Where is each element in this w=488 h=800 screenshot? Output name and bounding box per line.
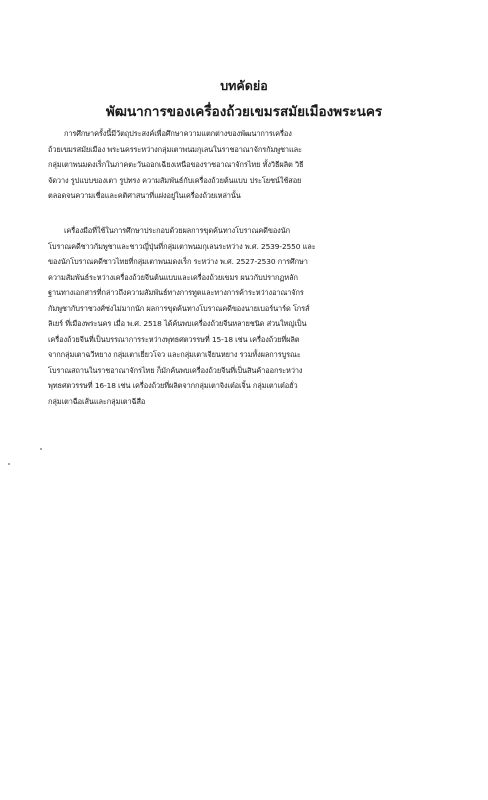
- paragraph-line: เครื่องถ้วยจีนที่เป็นบรรณาการระหว่างพุทธศตวรรษที่ 15-18 เช่น เครื่องถ้วยที่ผลิต: [48, 334, 300, 344]
- paragraph-line: จัดวาง รูปแบบของเตา รูปทรง ความสัมพันธ์กับเครื่องถ้วยต้นแบบ ประโยชน์ใช้สอย: [48, 175, 302, 185]
- paragraph-line: กลุ่มเตาฉือเส้นและกลุ่มเตาฉีสือ: [48, 396, 146, 406]
- thesis-title: พัฒนาการของเครื่องถ้วยเขมรสมัยเมืองพระนคร: [105, 104, 383, 120]
- paragraph-line: กลุ่มเตาพนมดงเร็กในภาคตะวันออกเฉียงเหนือของราชอาณาจักรไทย ทั้งวิธีผลิต วิธี: [48, 160, 304, 169]
- scan-speck: [8, 463, 10, 465]
- paragraph-line: ลิเยร์ ที่เมืองพระนคร เมื่อ พ.ศ. 2518 ได้ค้นพบเครื่องถ้วยจีนหลายชนิด ส่วนใหญ่เป็น: [48, 319, 307, 328]
- abstract-heading: บทคัดย่อ: [220, 78, 268, 93]
- paragraph-line: ถ้วยเขมรสมัยเมือง พระนครระหว่างกลุ่มเตาพนมกุเลนในราชอาณาจักรกัมพูชาและ: [48, 144, 302, 154]
- paragraph-line: โบราณคดีชาวกัมพูชาและชาวญี่ปุ่นที่กลุ่มเตาพนมกุเลนระหว่าง พ.ศ. 2539-2550 และ: [48, 241, 316, 251]
- paragraph-line: โบราณสถานในราชอาณาจักรไทย ก็มักค้นพบเครื่องถ้วยจีนที่เป็นสินค้าออกระหว่าง: [48, 365, 303, 375]
- paragraph-line: เครื่องมือที่ใช้ในการศึกษาประกอบด้วยผลการขุดค้นทางโบราณคดีของนัก: [64, 226, 290, 235]
- paragraph-line: ความสัมพันธ์ระหว่างเครื่องถ้วยจีนต้นแบบและเครื่องถ้วยเขมร ผนวกับปรากฏหลัก: [48, 272, 298, 282]
- paragraph-line: ฐานทางเอกสารที่กล่าวถึงความสัมพันธ์ทางการทูตและทางการค้าระหว่างอาณาจักร: [48, 288, 304, 297]
- paragraph-line: จากกลุ่มเตาฉวีหยาง กลุ่มเตาเยี่ยวโจว และกลุ่มเตาเจียนหยาง รวมทั้งผลการบูรณะ: [48, 350, 301, 359]
- paragraph-line: ตลอดจนความเชื่อและคติศาสนาที่แฝงอยู่ในเครื่องถ้วยเหล่านั้น: [48, 191, 241, 200]
- paragraph-1: [48, 126, 438, 204]
- paragraph-line: การศึกษาครั้งนี้มีวัตถุประสงค์เพื่อศึกษาความแตกต่างของพัฒนาการเครื่อง: [64, 129, 292, 138]
- paragraph-line: ของนักโบราณคดีชาวไทยที่กลุ่มเตาพนมดงเร็ก ระหว่าง พ.ศ. 2527-2530 การศึกษา: [48, 257, 308, 266]
- paragraph-2: [48, 223, 438, 409]
- scan-speck: [40, 448, 42, 450]
- paragraph-line: พุทธศตวรรษที่ 16-18 เช่น เครื่องถ้วยที่ผลิตจากกลุ่มเตาจิงเต๋อเจิ้น กลุ่มเตาเต๋อฮั่ว: [48, 381, 298, 390]
- paragraph-line: กัมพูชากับราชวงศ์ซ่งไม่มากนัก ผลการขุดค้นทางโบราณคดีของนายเบอร์นาร์ด โกรส์: [48, 303, 310, 313]
